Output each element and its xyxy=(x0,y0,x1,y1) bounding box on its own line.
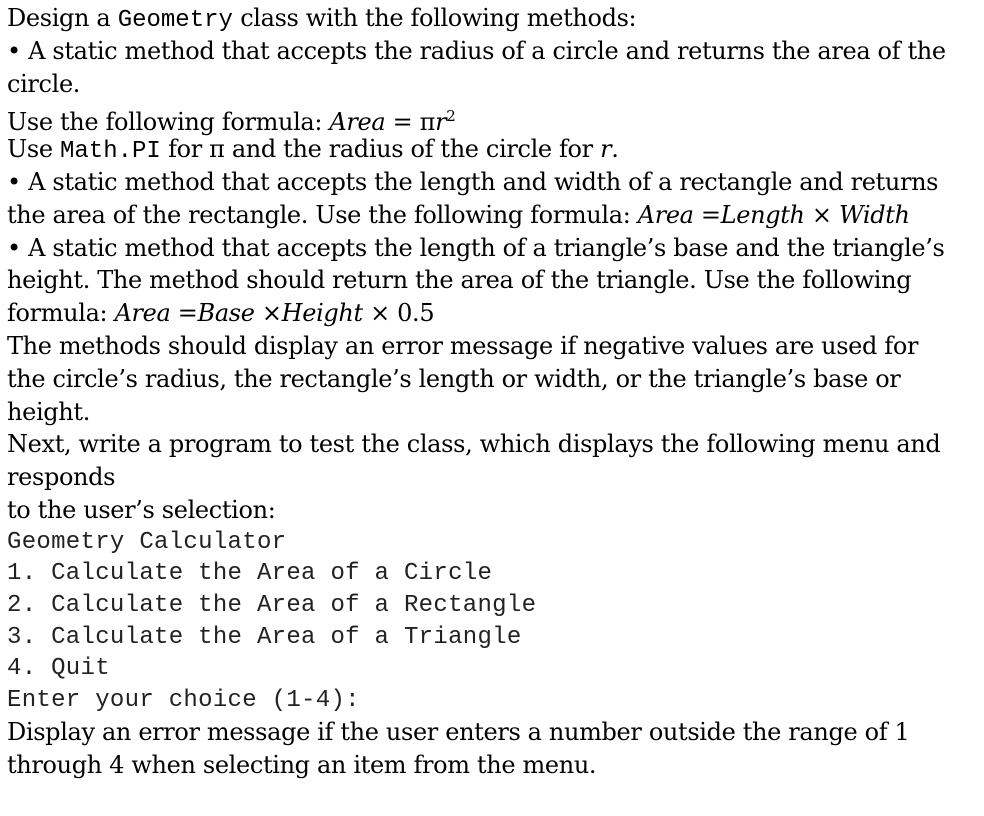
triangle-formula-italic: Area =Base ×Height xyxy=(114,299,363,328)
circle-bullet-line-1: • A static method that accepts the radius of a circle and returns the area of the xyxy=(7,36,946,65)
menu-prompt: Enter your choice (1-4): xyxy=(7,686,360,714)
circle-formula-area: Area xyxy=(329,108,386,137)
menu-item-circle: 1. Calculate the Area of a Circle xyxy=(7,560,493,588)
program-line-1: Next, write a program to test the class, which displays the following menu and xyxy=(7,430,941,459)
circle-mathpi-line xyxy=(7,133,977,166)
rectangle-bullet-line-1: • A static method that accepts the length and width of a rectangle and returns xyxy=(7,167,939,196)
class-name-code: Geometry xyxy=(117,7,233,34)
error-line-2: the circle’s radius, the rectangle’s length or width, or the triangle’s base or xyxy=(7,364,901,393)
rectangle-formula-times: × xyxy=(804,200,839,229)
error-line-3: height. xyxy=(7,397,90,426)
intro-line xyxy=(7,2,977,35)
rectangle-line2-prefix: the area of the rectangle. Use the following formula: xyxy=(7,200,638,229)
intro-design-text: Design a xyxy=(7,4,111,32)
triangle-formula-suffix: × 0.5 xyxy=(362,299,435,328)
circle-use-text: Use xyxy=(7,135,60,164)
closing-line-1: Display an error message if the user enters a number outside the range of 1 xyxy=(7,718,910,747)
circle-for-pi-text: for π and the radius of the circle for xyxy=(160,135,601,164)
circle-formula-prefix: Use the following formula: xyxy=(7,108,330,137)
program-line-3: to the user’s selection: xyxy=(7,495,276,524)
closing-line-2: through 4 when selecting an item from the menu. xyxy=(7,751,597,780)
circle-formula-line xyxy=(7,100,977,137)
triangle-bullet-line-1: • A static method that accepts the length of a triangle’s base and the triangle’s xyxy=(7,233,945,262)
error-line-1: The methods should display an error message if negative values are used for xyxy=(7,331,919,360)
rectangle-formula-area-length: Area =Length xyxy=(637,200,805,229)
circle-formula-pi: π xyxy=(419,108,436,137)
triangle-line-2: height. The method should return the area of the triangle. Use the following xyxy=(7,266,912,295)
rectangle-formula-line xyxy=(7,199,977,232)
menu-item-triangle: 3. Calculate the Area of a Triangle xyxy=(7,623,522,651)
menu-item-rectangle: 2. Calculate the Area of a Rectangle xyxy=(7,591,537,619)
math-pi-code: Math.PI xyxy=(59,138,161,166)
circle-formula-r: r xyxy=(435,108,447,137)
circle-formula-exponent: 2 xyxy=(446,107,456,126)
rectangle-formula-width: Width xyxy=(838,200,910,229)
circle-r-text: r xyxy=(600,135,612,164)
menu-block xyxy=(7,527,977,717)
circle-period: . xyxy=(611,135,619,164)
program-line-2: responds xyxy=(7,463,116,492)
triangle-formula-line xyxy=(7,297,977,330)
menu-title: Geometry Calculator xyxy=(7,528,287,556)
triangle-formula-prefix: formula: xyxy=(7,299,115,328)
circle-formula-equals: = xyxy=(385,108,420,137)
intro-rest-text: class with the following methods: xyxy=(240,4,637,32)
assignment-document xyxy=(7,2,977,782)
circle-bullet-line-2: circle. xyxy=(7,69,81,98)
menu-item-quit: 4. Quit xyxy=(7,655,110,683)
